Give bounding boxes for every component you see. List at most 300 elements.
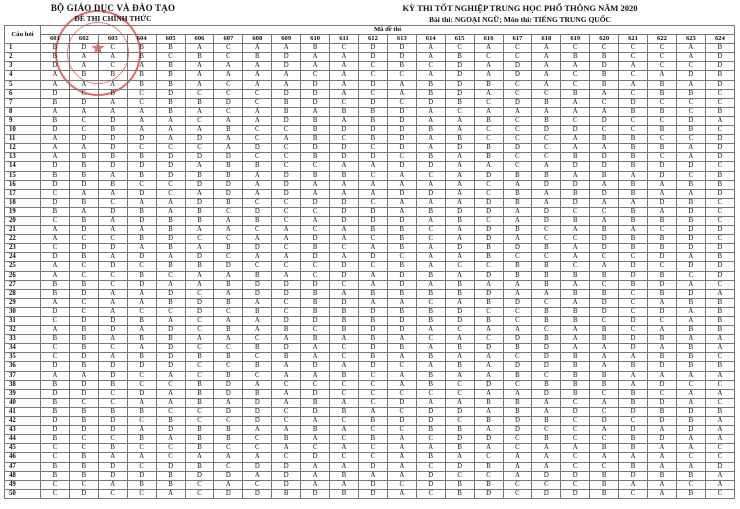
answer-cell: A <box>330 253 359 262</box>
answer-cell: C <box>301 271 330 280</box>
answer-cell: B <box>387 307 416 316</box>
answer-cell: B <box>69 253 98 262</box>
answer-cell: C <box>503 435 532 444</box>
answer-cell: B <box>561 317 590 326</box>
answer-cell: C <box>69 480 98 489</box>
answer-cell: A <box>474 389 503 398</box>
table-row <box>5 226 735 235</box>
answer-cell: C <box>705 216 734 225</box>
answer-cell: D <box>705 226 734 235</box>
answer-cell: C <box>358 62 387 71</box>
answer-cell: C <box>69 126 98 135</box>
answer-cell: B <box>619 135 648 144</box>
answer-cell: C <box>243 126 272 135</box>
answer-cell: C <box>532 144 561 153</box>
answer-cell: C <box>272 153 301 162</box>
answer-cell: B <box>474 116 503 125</box>
answer-cell: D <box>648 417 677 426</box>
answer-cell: C <box>272 126 301 135</box>
answer-cell: A <box>416 326 445 335</box>
answer-cell: B <box>98 153 127 162</box>
answer-cell: A <box>330 462 359 471</box>
answer-cell: A <box>503 280 532 289</box>
answer-cell: D <box>358 98 387 107</box>
answer-cell: A <box>416 280 445 289</box>
table-row <box>5 153 735 162</box>
answer-cell: C <box>387 407 416 416</box>
answer-cell: A <box>561 444 590 453</box>
table-row <box>5 407 735 416</box>
answer-cell: A <box>69 144 98 153</box>
question-number: 5 <box>5 80 41 89</box>
answer-cell: B <box>590 335 619 344</box>
answer-cell: C <box>503 380 532 389</box>
answer-cell: A <box>416 398 445 407</box>
answer-cell: B <box>561 271 590 280</box>
answer-cell: C <box>358 453 387 462</box>
answer-cell: C <box>590 253 619 262</box>
answer-cell: A <box>185 244 214 253</box>
answer-cell: C <box>127 462 156 471</box>
answer-cell: A <box>214 317 243 326</box>
answer-cell: B <box>445 489 474 498</box>
answer-cell: D <box>69 380 98 389</box>
answer-cell: D <box>127 216 156 225</box>
answer-cell: D <box>41 307 70 316</box>
answer-cell: A <box>590 453 619 462</box>
answer-cell: C <box>503 153 532 162</box>
answer-cell: D <box>156 162 185 171</box>
answer-cell: A <box>387 171 416 180</box>
answer-cell: D <box>705 62 734 71</box>
table-row <box>5 207 735 216</box>
answer-cell: A <box>474 162 503 171</box>
answer-cell: C <box>503 53 532 62</box>
answer-cell: B <box>69 462 98 471</box>
table-row <box>5 235 735 244</box>
answer-cell: B <box>330 171 359 180</box>
answer-cell: D <box>272 317 301 326</box>
answer-cell: A <box>185 280 214 289</box>
answer-cell: C <box>41 344 70 353</box>
exam-title: KỲ THI TỐT NGHIỆP TRUNG HỌC PHỔ THÔNG NĂM 2020 <box>402 3 638 13</box>
answer-cell: B <box>590 171 619 180</box>
answer-cell: B <box>474 298 503 307</box>
answer-cell: C <box>590 207 619 216</box>
answer-cell: C <box>156 53 185 62</box>
answer-cell: A <box>416 262 445 271</box>
answer-cell: D <box>676 244 705 253</box>
answer-cell: A <box>445 335 474 344</box>
answer-cell: C <box>619 489 648 498</box>
answer-cell: D <box>98 317 127 326</box>
answer-cell: A <box>185 162 214 171</box>
answer-cell: D <box>214 471 243 480</box>
answer-cell: C <box>358 235 387 244</box>
answer-cell: D <box>590 235 619 244</box>
answer-cell: B <box>532 435 561 444</box>
answer-cell: C <box>156 307 185 316</box>
exam-code-624: 624 <box>705 35 734 44</box>
answer-cell: C <box>619 44 648 53</box>
answer-cell: C <box>648 44 677 53</box>
answer-cell: C <box>214 444 243 453</box>
answer-cell: C <box>330 353 359 362</box>
answer-cell: B <box>127 353 156 362</box>
exam-code-608: 608 <box>243 35 272 44</box>
answer-cell: B <box>416 89 445 98</box>
answer-cell: C <box>127 489 156 498</box>
answer-cell: B <box>156 62 185 71</box>
answer-cell: B <box>532 244 561 253</box>
subject-line: Bài thi: NGOẠI NGỮ; Môn thi: TIẾNG TRUNG QUỐC <box>429 15 611 24</box>
answer-cell: A <box>503 216 532 225</box>
answer-cell: B <box>243 216 272 225</box>
answer-cell: C <box>272 262 301 271</box>
answer-cell: C <box>705 489 734 498</box>
answer-cell: D <box>532 126 561 135</box>
answer-cell: D <box>676 226 705 235</box>
answer-cell: B <box>416 317 445 326</box>
question-number: 13 <box>5 153 41 162</box>
answer-cell: B <box>445 344 474 353</box>
answer-cell: C <box>127 98 156 107</box>
answer-cell: D <box>330 262 359 271</box>
answer-cell: D <box>69 98 98 107</box>
answer-cell: A <box>243 116 272 125</box>
exam-code-614: 614 <box>416 35 445 44</box>
table-row <box>5 353 735 362</box>
answer-cell: B <box>41 435 70 444</box>
answer-cell: B <box>127 317 156 326</box>
answer-cell: C <box>330 244 359 253</box>
answer-cell: C <box>41 489 70 498</box>
answer-cell: A <box>387 462 416 471</box>
answer-cell: C <box>532 298 561 307</box>
answer-cell: D <box>619 426 648 435</box>
answer-cell: B <box>676 417 705 426</box>
answer-cell: B <box>243 53 272 62</box>
answer-cell: A <box>590 89 619 98</box>
answer-cell: D <box>676 116 705 125</box>
answer-cell: A <box>503 107 532 116</box>
answer-cell: A <box>676 435 705 444</box>
question-number: 23 <box>5 244 41 253</box>
table-row <box>5 417 735 426</box>
answer-cell: C <box>561 44 590 53</box>
answer-cell: A <box>532 407 561 416</box>
answer-cell: D <box>41 126 70 135</box>
answer-cell: C <box>330 98 359 107</box>
answer-cell: B <box>416 307 445 316</box>
question-number: 19 <box>5 207 41 216</box>
answer-cell: C <box>185 289 214 298</box>
answer-cell: C <box>561 80 590 89</box>
answer-cell: B <box>590 480 619 489</box>
answer-cell: A <box>561 226 590 235</box>
answer-cell: C <box>272 216 301 225</box>
answer-cell: B <box>301 426 330 435</box>
answer-cell: A <box>98 335 127 344</box>
answer-cell: C <box>619 326 648 335</box>
answer-cell: D <box>69 244 98 253</box>
table-row <box>5 162 735 171</box>
answer-cell: B <box>648 271 677 280</box>
answer-cell: B <box>358 317 387 326</box>
answer-cell: D <box>272 480 301 489</box>
answer-cell: B <box>445 480 474 489</box>
answer-cell: A <box>676 398 705 407</box>
answer-cell: B <box>676 126 705 135</box>
answer-cell: B <box>301 244 330 253</box>
answer-cell: A <box>214 453 243 462</box>
answer-cell: B <box>185 171 214 180</box>
answer-cell: C <box>185 235 214 244</box>
answer-cell: D <box>214 153 243 162</box>
answer-cell: C <box>214 253 243 262</box>
answer-cell: A <box>387 489 416 498</box>
answer-cell: C <box>127 180 156 189</box>
answer-cell: D <box>532 389 561 398</box>
answer-cell: B <box>214 435 243 444</box>
answer-cell: C <box>503 317 532 326</box>
answer-cell: A <box>503 471 532 480</box>
answer-cell: D <box>474 380 503 389</box>
answer-cell: D <box>445 407 474 416</box>
answer-cell: C <box>185 116 214 125</box>
answer-cell: A <box>272 80 301 89</box>
answer-cell: B <box>532 98 561 107</box>
answer-cell: B <box>445 444 474 453</box>
answer-cell: A <box>272 226 301 235</box>
answer-cell: C <box>214 417 243 426</box>
table-row <box>5 53 735 62</box>
answer-cell: B <box>69 198 98 207</box>
answer-cell: D <box>41 417 70 426</box>
answer-cell: A <box>590 262 619 271</box>
answer-cell: D <box>705 244 734 253</box>
answer-cell: D <box>503 144 532 153</box>
answer-cell: B <box>532 171 561 180</box>
answer-cell: C <box>98 271 127 280</box>
answer-cell: D <box>301 407 330 416</box>
answer-cell: B <box>705 317 734 326</box>
answer-cell: B <box>41 207 70 216</box>
answer-cell: B <box>416 380 445 389</box>
answer-cell: C <box>98 489 127 498</box>
exam-code-618: 618 <box>532 35 561 44</box>
answer-cell: D <box>243 407 272 416</box>
answer-cell: D <box>387 417 416 426</box>
answer-cell: B <box>330 307 359 316</box>
answer-cell: B <box>272 489 301 498</box>
answer-cell: D <box>156 326 185 335</box>
answer-cell: B <box>445 280 474 289</box>
answer-cell: B <box>648 471 677 480</box>
answer-cell: C <box>503 116 532 125</box>
table-row <box>5 335 735 344</box>
answer-cell: A <box>127 289 156 298</box>
answer-cell: D <box>272 53 301 62</box>
answer-cell: C <box>590 98 619 107</box>
answer-cell: A <box>185 271 214 280</box>
question-number: 2 <box>5 53 41 62</box>
answer-cell: A <box>358 180 387 189</box>
answer-cell: B <box>503 407 532 416</box>
answer-cell: B <box>503 189 532 198</box>
answer-cell: A <box>532 444 561 453</box>
answer-cell: D <box>445 89 474 98</box>
answer-cell: A <box>214 335 243 344</box>
answer-cell: B <box>474 253 503 262</box>
answer-cell: C <box>619 89 648 98</box>
answer-cell: B <box>416 371 445 380</box>
answer-cell: A <box>416 116 445 125</box>
answer-cell: D <box>503 335 532 344</box>
answer-cell: A <box>330 226 359 235</box>
answer-cell: B <box>532 280 561 289</box>
answer-cell: A <box>474 107 503 116</box>
answer-cell: B <box>301 171 330 180</box>
answer-cell: A <box>532 107 561 116</box>
answer-cell: C <box>705 126 734 135</box>
answer-cell: B <box>185 98 214 107</box>
answer-cell: D <box>98 162 127 171</box>
answer-cell: A <box>416 71 445 80</box>
answer-cell: B <box>474 144 503 153</box>
answer-cell: D <box>69 317 98 326</box>
question-number: 7 <box>5 98 41 107</box>
answer-cell: A <box>619 353 648 362</box>
table-row <box>5 289 735 298</box>
answer-cell: D <box>503 62 532 71</box>
answer-cell: C <box>532 226 561 235</box>
answer-cell: D <box>243 398 272 407</box>
answer-cell: C <box>676 453 705 462</box>
question-number: 17 <box>5 189 41 198</box>
answer-cell: A <box>416 53 445 62</box>
answer-cell: D <box>445 307 474 316</box>
table-row <box>5 326 735 335</box>
answer-cell: A <box>330 89 359 98</box>
answer-cell: A <box>272 271 301 280</box>
answer-cell: C <box>358 89 387 98</box>
answer-cell: A <box>532 453 561 462</box>
answer-cell: D <box>358 480 387 489</box>
answer-cell: A <box>69 53 98 62</box>
answer-cell: A <box>98 53 127 62</box>
answer-cell: A <box>98 80 127 89</box>
table-row <box>5 380 735 389</box>
answer-cell: A <box>561 171 590 180</box>
answer-cell: A <box>214 62 243 71</box>
answer-cell: A <box>214 398 243 407</box>
exam-code-609: 609 <box>272 35 301 44</box>
answer-cell: D <box>156 353 185 362</box>
answer-cell: D <box>301 489 330 498</box>
answer-cell: A <box>474 362 503 371</box>
answer-cell: C <box>214 44 243 53</box>
answer-cell: A <box>590 344 619 353</box>
answer-cell: D <box>416 480 445 489</box>
answer-cell: D <box>387 162 416 171</box>
answer-cell: D <box>561 126 590 135</box>
answer-cell: C <box>98 389 127 398</box>
table-header-row-top <box>5 26 735 35</box>
table-row <box>5 280 735 289</box>
answer-cell: A <box>561 244 590 253</box>
answer-cell: A <box>619 226 648 235</box>
answer-cell: A <box>98 453 127 462</box>
answer-cell: C <box>69 444 98 453</box>
answer-cell: A <box>272 44 301 53</box>
answer-cell: B <box>185 435 214 444</box>
answer-cell: D <box>156 289 185 298</box>
answer-cell: A <box>98 171 127 180</box>
answer-cell: C <box>532 153 561 162</box>
table-row <box>5 462 735 471</box>
answer-cell: B <box>648 80 677 89</box>
answer-cell: C <box>561 116 590 125</box>
question-number: 25 <box>5 262 41 271</box>
answer-cell: D <box>474 289 503 298</box>
table-row <box>5 144 735 153</box>
answer-cell: A <box>41 153 70 162</box>
answer-cell: D <box>301 198 330 207</box>
answer-cell: C <box>69 116 98 125</box>
answer-cell: A <box>648 207 677 216</box>
answer-cell: D <box>445 71 474 80</box>
answer-cell: C <box>243 226 272 235</box>
answer-cell: A <box>532 80 561 89</box>
answer-cell: C <box>330 344 359 353</box>
answer-cell: B <box>532 335 561 344</box>
answer-cell: C <box>503 162 532 171</box>
answer-cell: A <box>705 435 734 444</box>
answer-cell: A <box>98 226 127 235</box>
answer-cell: A <box>127 344 156 353</box>
answer-cell: A <box>301 344 330 353</box>
answer-cell: D <box>41 426 70 435</box>
answer-cell: C <box>301 71 330 80</box>
answer-cell: C <box>301 226 330 235</box>
answer-cell: B <box>358 335 387 344</box>
answer-cell: B <box>185 207 214 216</box>
answer-cell: A <box>619 371 648 380</box>
answer-cell: B <box>41 116 70 125</box>
answer-cell: C <box>648 262 677 271</box>
answer-cell: A <box>619 62 648 71</box>
answer-cell: A <box>41 144 70 153</box>
answer-cell: A <box>705 344 734 353</box>
table-row <box>5 107 735 116</box>
answer-cell: A <box>619 380 648 389</box>
answer-cell: A <box>330 480 359 489</box>
answer-cell: D <box>358 126 387 135</box>
answer-cell: A <box>416 344 445 353</box>
answer-cell: A <box>648 298 677 307</box>
answer-cell: C <box>561 262 590 271</box>
answer-cell: B <box>561 353 590 362</box>
answer-cell: C <box>387 389 416 398</box>
answer-cell: A <box>676 335 705 344</box>
answer-cell: C <box>619 307 648 316</box>
answer-cell: B <box>272 107 301 116</box>
answer-cell: A <box>127 426 156 435</box>
answer-cell: D <box>705 262 734 271</box>
answer-cell: D <box>214 189 243 198</box>
answer-cell: D <box>503 417 532 426</box>
